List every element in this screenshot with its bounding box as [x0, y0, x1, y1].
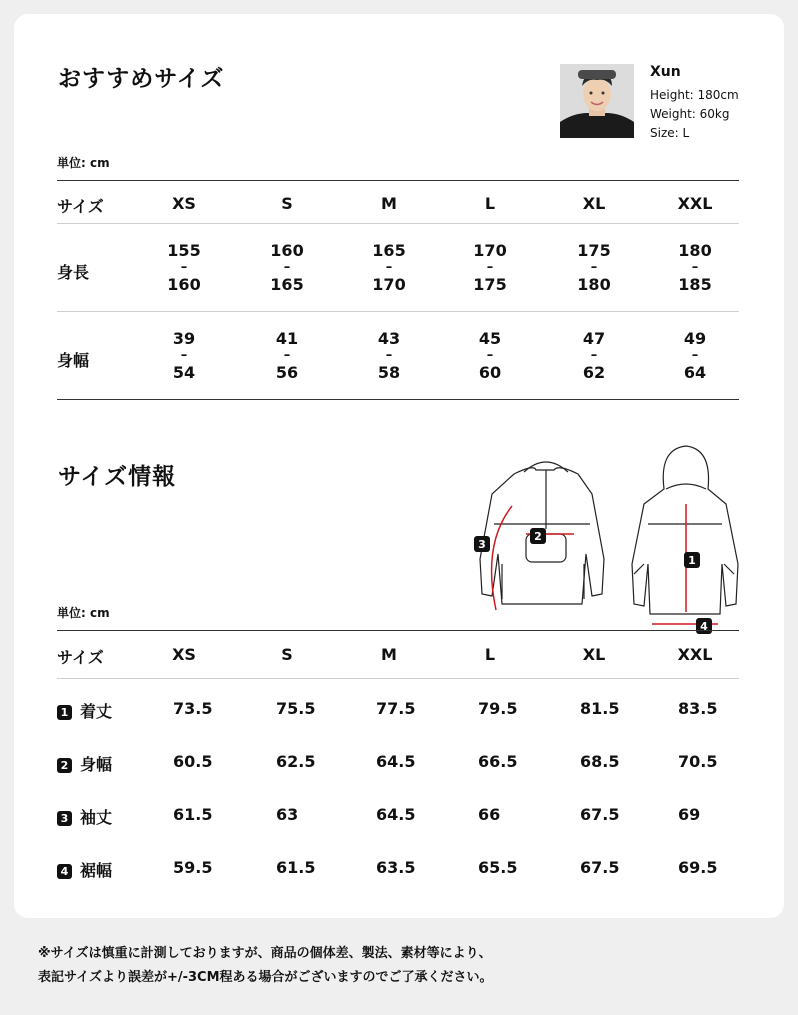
measure-cell: 66: [478, 805, 501, 824]
size-header-label: サイズ: [57, 197, 104, 216]
measure-cell: 70.5: [678, 752, 718, 771]
size-header: XS: [172, 645, 196, 664]
range-cell: 45 – 60: [478, 329, 502, 382]
svg-text:1: 1: [688, 554, 696, 567]
range-cell: 180 – 185: [678, 241, 712, 294]
measure-cell: 63: [276, 805, 299, 824]
measure-cell: 68.5: [580, 752, 620, 771]
jacket-diagram: [454, 434, 754, 634]
measure-row-label: 3 袖丈: [57, 805, 112, 828]
model-size: Size: L: [650, 126, 690, 140]
model-photo: [560, 64, 634, 138]
info-unit: 単位: cm: [57, 606, 110, 620]
marker-1: [684, 552, 700, 568]
range-cell: 41 – 56: [275, 329, 299, 382]
measure-cell: 61.5: [276, 858, 316, 877]
size-header: S: [281, 194, 293, 213]
range-cell: 170 – 175: [473, 241, 507, 294]
measure-cell: 61.5: [173, 805, 213, 824]
svg-text:3: 3: [478, 538, 486, 551]
recommend-unit: 単位: cm: [57, 156, 110, 170]
marker-4: [696, 618, 712, 634]
svg-text:4: 4: [700, 620, 708, 633]
size-header: XL: [582, 645, 606, 664]
info-title: サイズ情報: [58, 464, 177, 490]
model-weight: Weight: 60kg: [650, 107, 730, 121]
measure-cell: 77.5: [376, 699, 416, 718]
measure-cell: 79.5: [478, 699, 518, 718]
range-cell: 39 – 54: [172, 329, 196, 382]
measure-cell: 64.5: [376, 752, 416, 771]
table-rule: [57, 678, 739, 679]
size-header: L: [484, 194, 496, 213]
size-header: XL: [582, 194, 606, 213]
size-header-label: サイズ: [57, 648, 104, 667]
table-rule: [57, 630, 739, 631]
marker-3: [474, 536, 490, 552]
size-card: [14, 14, 784, 918]
size-header: S: [281, 645, 293, 664]
measure-cell: 64.5: [376, 805, 416, 824]
measure-cell: 81.5: [580, 699, 620, 718]
measure-cell: 66.5: [478, 752, 518, 771]
size-header: XXL: [677, 194, 713, 213]
jacket-back-drawing: [632, 446, 738, 614]
measure-cell: 75.5: [276, 699, 316, 718]
recommend-title: おすすめサイズ: [58, 66, 225, 92]
measure-cell: 67.5: [580, 858, 620, 877]
range-cell: 175 – 180: [577, 241, 611, 294]
measure-cell: 63.5: [376, 858, 416, 877]
row-label-height: 身長: [57, 263, 90, 282]
measure-row-label: 4 裾幅: [57, 858, 112, 881]
size-header: M: [381, 194, 397, 213]
table-rule: [57, 399, 739, 400]
size-header: M: [381, 645, 397, 664]
table-rule: [57, 223, 739, 224]
measure-cell: 73.5: [173, 699, 213, 718]
range-cell: 43 – 58: [377, 329, 401, 382]
range-cell: 155 – 160: [167, 241, 201, 294]
row-label-width: 身幅: [57, 351, 90, 370]
measure-cell: 69.5: [678, 858, 718, 877]
model-height: Height: 180cm: [650, 88, 739, 102]
marker-2: [530, 528, 546, 544]
measure-cell: 67.5: [580, 805, 620, 824]
size-header: XXL: [677, 645, 713, 664]
svg-text:2: 2: [534, 530, 542, 543]
measure-row-label: 1 着丈: [57, 699, 112, 722]
range-cell: 160 – 165: [270, 241, 304, 294]
range-cell: 49 – 64: [683, 329, 707, 382]
table-rule: [57, 180, 739, 181]
footnote-line-2: 表記サイズより誤差が+/-3CM程ある場合がございますのでご了承ください。: [38, 970, 493, 985]
measure-cell: 65.5: [478, 858, 518, 877]
size-header: L: [484, 645, 496, 664]
measure-cell: 59.5: [173, 858, 213, 877]
measure-cell: 69: [678, 805, 701, 824]
table-rule: [57, 311, 739, 312]
size-header: XS: [172, 194, 196, 213]
measure-row-label: 2 身幅: [57, 752, 112, 775]
footnote-line-1: ※サイズは慎重に計測しておりますが、商品の個体差、製法、素材等により、: [38, 946, 492, 961]
measure-cell: 60.5: [173, 752, 213, 771]
model-name: Xun: [650, 64, 681, 80]
measure-cell: 62.5: [276, 752, 316, 771]
model-profile: [560, 64, 790, 144]
measure-cell: 83.5: [678, 699, 718, 718]
range-cell: 47 – 62: [582, 329, 606, 382]
range-cell: 165 – 170: [372, 241, 406, 294]
